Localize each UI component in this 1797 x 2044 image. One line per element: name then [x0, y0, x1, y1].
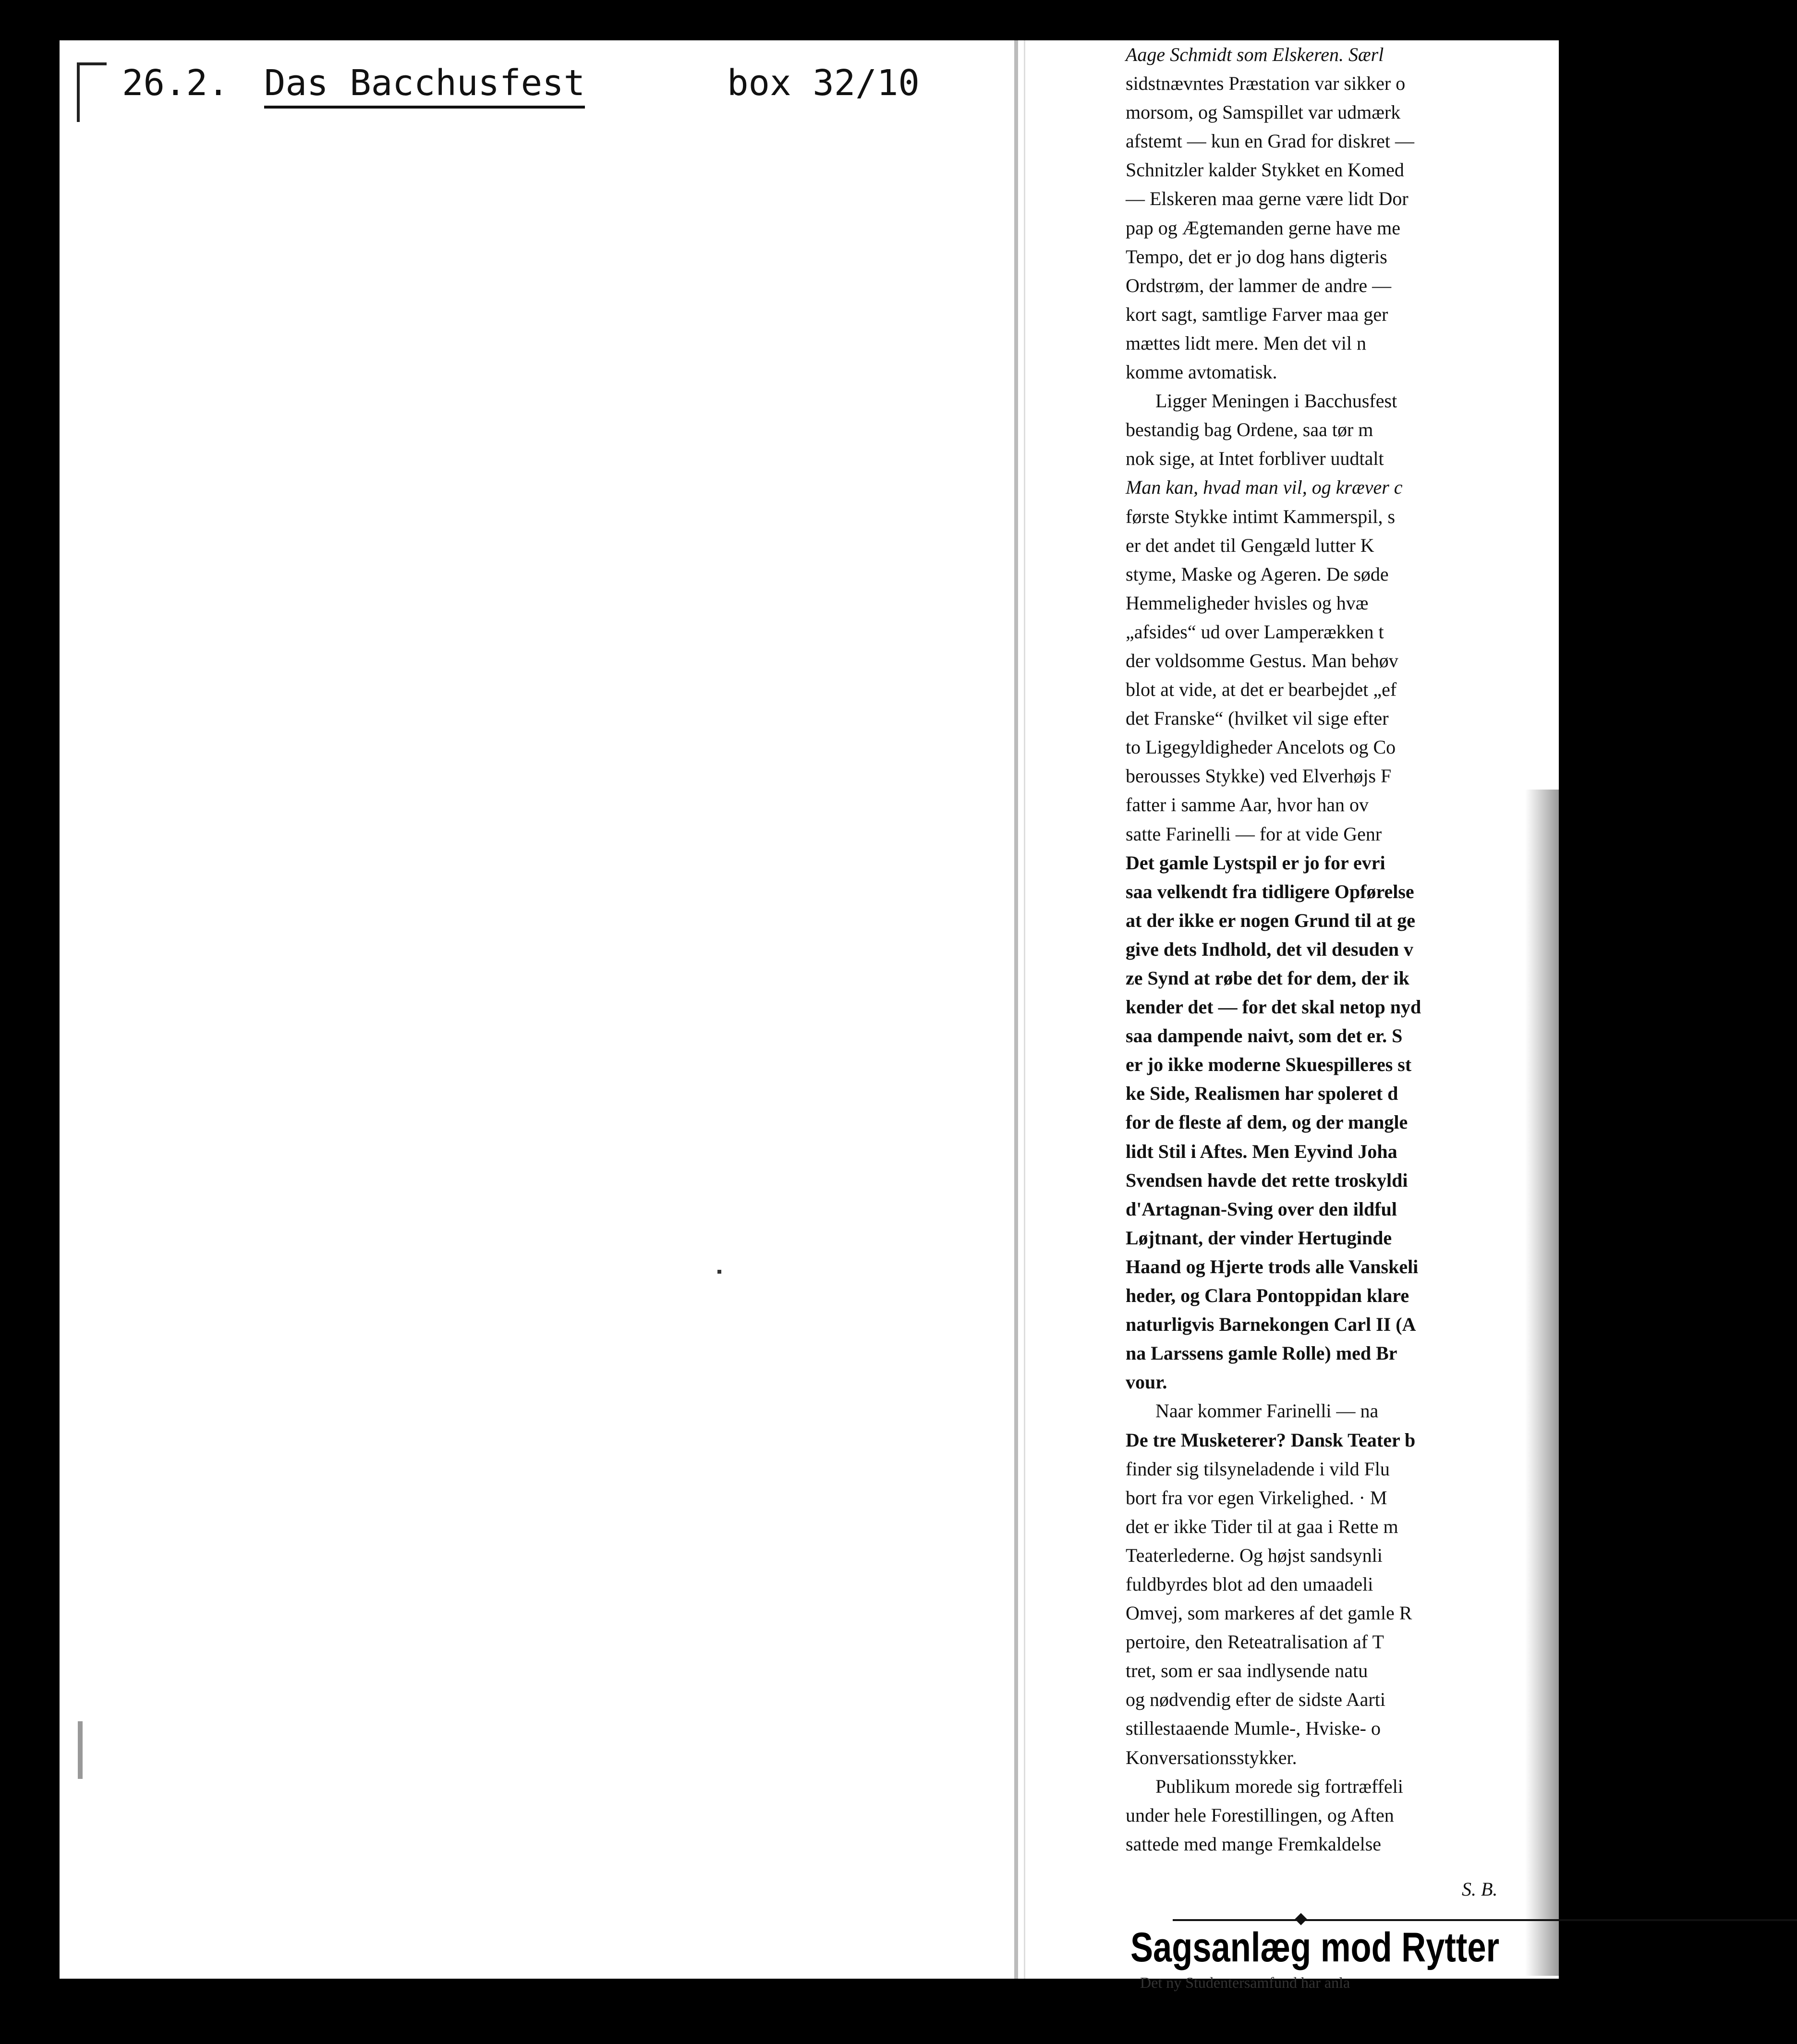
- clipping-line: [1126, 935, 1702, 964]
- clipping-line-text: vour.: [1126, 1371, 1167, 1393]
- clipping-line: [1126, 1253, 1702, 1281]
- clipping-line: det er ikke Tider til at gaa i Rette m: [1126, 1515, 1398, 1537]
- card-date: 26.2.: [122, 62, 229, 104]
- clipping-line: [1126, 1166, 1702, 1195]
- clipping-line-text: saa dampende naivt, som det er. S: [1126, 1025, 1403, 1047]
- clipping-line: [1126, 993, 1702, 1022]
- clipping-line: [1126, 1108, 1702, 1137]
- clipping-line: [1126, 1339, 1702, 1368]
- clipping-line: fatter i samme Aar, hvor han ov: [1126, 794, 1369, 816]
- next-article-headline: Sagsanlæg mod Rytter: [1130, 1924, 1500, 1971]
- clipping-line-text: na Larssens gamle Rolle) med Br: [1126, 1342, 1397, 1364]
- clipping-line: nok sige, at Intet forbliver uudtalt: [1126, 448, 1384, 470]
- card-corner-mark-horizontal: [77, 62, 107, 65]
- dust-speck: [717, 1270, 721, 1274]
- clipping-line: kort sagt, samtlige Farver maa ger: [1126, 303, 1388, 325]
- clipping-line: [1126, 1022, 1702, 1050]
- clipping-line: afstemt — kun en Grad for diskret —: [1126, 130, 1414, 152]
- clipping-line: pap og Ægtemanden gerne have me: [1126, 217, 1401, 239]
- clipping-line: første Stykke intimt Kammerspil, s: [1126, 505, 1396, 527]
- index-card: [60, 40, 1020, 1979]
- clipping-text-column: [1126, 40, 1702, 1859]
- clipping-line: [1126, 906, 1702, 935]
- clipping-line: finder sig tilsyneladende i vild Flu: [1126, 1458, 1390, 1480]
- clipping-line: satte Farinelli — for at vide Genr: [1126, 823, 1382, 845]
- clipping-line: Schnitzler kalder Stykket en Komed: [1126, 159, 1404, 181]
- clipping-line: Hemmeligheder hvisles og hvæ: [1126, 592, 1369, 614]
- clipping-line: komme avtomatisk.: [1126, 361, 1277, 383]
- clipping-line: styme, Maske og Ageren. De søde: [1126, 563, 1389, 585]
- clipping-line: tret, som er saa indlysende natu: [1126, 1660, 1368, 1682]
- clipping-line: [1126, 1050, 1702, 1079]
- clipping-line-text: kender det — for det skal netop nyd: [1126, 996, 1421, 1018]
- clipping-line: [1126, 1368, 1702, 1397]
- clipping-line: [1126, 1195, 1702, 1224]
- clipping-line: sidstnævntes Præstation var sikker o: [1126, 73, 1406, 95]
- clipping-line-text: lidt Stil i Aftes. Men Eyvind Joha: [1126, 1140, 1397, 1162]
- clipping-line: berousses Stykke) ved Elverhøjs F: [1126, 765, 1392, 787]
- clipping-line: pertoire, den Reteatralisation af T: [1126, 1631, 1384, 1653]
- card-box-number: box 32/10: [727, 62, 920, 104]
- clipping-line-text: Løjtnant, der vinder Hertuginde: [1126, 1227, 1392, 1249]
- clipping-line: stillestaaende Mumle-, Hviske- o: [1126, 1717, 1381, 1740]
- clipping-line: [1126, 40, 1702, 69]
- clipping-line-text: at der ikke er nogen Grund til at ge: [1126, 909, 1415, 931]
- card-title: Das Bacchusfest: [264, 62, 585, 109]
- clipping-line: [1126, 877, 1702, 906]
- clipping-line: bestandig bag Ordene, saa tør m: [1126, 419, 1373, 441]
- clipping-line-text: give dets Indhold, det vil desuden v: [1126, 938, 1414, 960]
- card-fold-shadow: [1024, 40, 1025, 1979]
- clipping-line: [1126, 1079, 1702, 1108]
- clipping-line: sattede med mange Fremkaldelse: [1126, 1833, 1382, 1855]
- newspaper-clipping: [1126, 40, 1559, 1991]
- clipping-line: morsom, og Samspillet var udmærk: [1126, 101, 1401, 123]
- clipping-line: der voldsomme Gestus. Man behøv: [1126, 649, 1398, 671]
- clipping-line: Omvej, som markeres af det gamle R: [1126, 1602, 1412, 1624]
- clipping-line-text: ze Synd at røbe det for dem, der ik: [1126, 967, 1409, 989]
- clipping-line-text: heder, og Clara Pontoppidan klare: [1126, 1285, 1409, 1307]
- clipping-line: Teaterlederne. Og højst sandsynli: [1126, 1544, 1383, 1566]
- clipping-line: to Ligegyldigheder Ancelots og Co: [1126, 736, 1396, 758]
- clipping-line: Tempo, det er jo dog hans digteris: [1126, 245, 1387, 268]
- clipping-line: Publikum morede sig fortræffeli: [1155, 1775, 1403, 1797]
- article-divider: [1173, 1919, 1797, 1921]
- clipping-line: fuldbyrdes blot ad den umaadeli: [1126, 1573, 1373, 1595]
- clipping-line-text: ke Side, Realismen har spoleret d: [1126, 1083, 1398, 1105]
- clipping-line-text: saa velkendt fra tidligere Opførelse: [1126, 880, 1414, 902]
- scan-sheet: [60, 40, 1500, 1991]
- clipping-line: Ligger Meningen i Bacchusfest: [1155, 390, 1397, 412]
- clipping-line: Konversationsstykker.: [1126, 1746, 1297, 1768]
- card-corner-mark: [77, 62, 80, 122]
- clipping-line: [1126, 1281, 1702, 1310]
- clipping-line: under hele Forestillingen, og Aften: [1126, 1804, 1394, 1826]
- edge-smudge: [78, 1721, 83, 1779]
- clipping-line-text: Aage Schmidt som Elskeren. Særl: [1126, 44, 1384, 65]
- clipping-line: [1126, 964, 1702, 993]
- divider-ornament: [1295, 1913, 1307, 1925]
- clipping-line-text: Haand og Hjerte trods alle Vanskeli: [1126, 1255, 1419, 1278]
- clipping-line: er det andet til Gengæld lutter K: [1126, 534, 1374, 556]
- clipping-line: [1126, 1426, 1702, 1455]
- clipping-line: Ordstrøm, der lammer de andre —: [1126, 274, 1392, 296]
- clipping-line-text: Man kan, hvad man vil, og kræver c: [1126, 476, 1403, 499]
- clipping-line: [1126, 473, 1702, 502]
- clipping-line: og nødvendig efter de sidste Aarti: [1126, 1689, 1385, 1711]
- next-article-first-line: Det ny Studentersamfund har anla: [1140, 1974, 1350, 1991]
- clipping-line: „afsides“ ud over Lamperækken t: [1126, 620, 1384, 643]
- clipping-line-text: De tre Musketerer? Dansk Teater b: [1126, 1429, 1416, 1451]
- clipping-line-text: naturligvis Barnekongen Carl II (A: [1126, 1314, 1416, 1336]
- clipping-line-text: Det gamle Lystspil er jo for evri: [1126, 852, 1385, 874]
- clipping-line: [1126, 1137, 1702, 1166]
- clipping-line: blot at vide, at det er bearbejdet „ef: [1126, 679, 1397, 701]
- clipping-line: [1126, 1224, 1702, 1253]
- clipping-line-text: for de fleste af dem, og der mangle: [1126, 1111, 1408, 1133]
- clipping-line-text: er jo ikke moderne Skuespilleres st: [1126, 1054, 1412, 1076]
- clipping-line: [1126, 849, 1702, 877]
- clipping-line: bort fra vor egen Virkelighed. · M: [1126, 1486, 1387, 1509]
- clipping-line: — Elskeren maa gerne være lidt Dor: [1126, 188, 1408, 210]
- clipping-line: Naar kommer Farinelli — na: [1155, 1400, 1379, 1422]
- clipping-line-text: d'Artagnan-Sving over den ildful: [1126, 1198, 1397, 1220]
- article-signature: S. B.: [1462, 1878, 1498, 1900]
- signature-line: [1126, 1878, 1702, 1907]
- card-fold-line: [1014, 40, 1018, 1979]
- clipping-line: det Franske“ (hvilket vil sige efter: [1126, 707, 1389, 730]
- clipping-line: mættes lidt mere. Men det vil n: [1126, 332, 1367, 354]
- clipping-line-text: Svendsen havde det rette troskyldi: [1126, 1169, 1408, 1191]
- clipping-line: [1126, 1310, 1702, 1339]
